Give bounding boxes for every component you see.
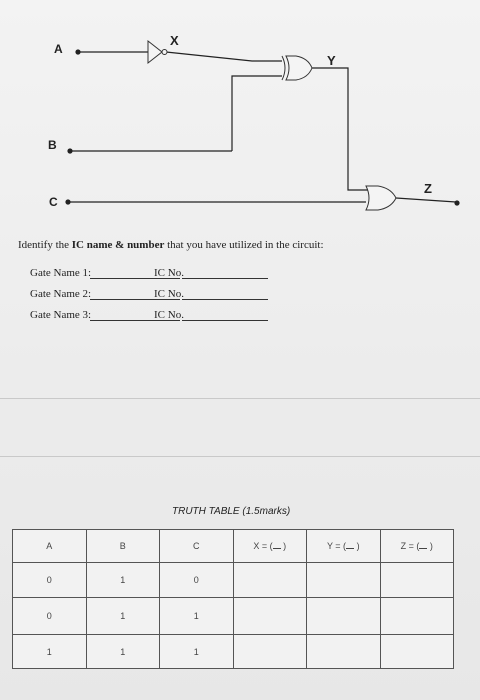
cell-z-answer[interactable]: [380, 635, 454, 669]
not-gate: [148, 41, 167, 63]
header-b: B: [86, 530, 160, 563]
cell-b: 1: [86, 598, 160, 635]
gate-name-label-1: Gate Name 1:: [30, 267, 92, 279]
cell-x-answer[interactable]: [233, 563, 307, 598]
divider-line-top: [0, 398, 480, 399]
header-a: A: [13, 530, 87, 563]
logic-circuit-diagram: [0, 0, 480, 235]
header-y-close: ): [356, 541, 360, 551]
header-z-close: ): [429, 541, 433, 551]
identify-bold: IC name & number: [71, 239, 165, 251]
header-z: [380, 530, 454, 563]
divider-band: [0, 398, 480, 456]
input-label-b: B: [48, 138, 57, 152]
or-gate-2: [366, 186, 396, 210]
header-x-text: X = (: [253, 541, 273, 551]
truth-table-header-row: [13, 530, 454, 563]
cell-a: 0: [13, 563, 87, 598]
cell-c: 1: [160, 598, 234, 635]
ic-no-label-2: IC No.: [154, 288, 184, 300]
output-label-z: Z: [424, 181, 432, 196]
truth-table: [12, 529, 454, 669]
cell-z-answer[interactable]: [380, 598, 454, 635]
cell-c: 1: [160, 635, 234, 669]
table-row: [13, 563, 454, 598]
ic-no-label-3: IC No.: [154, 309, 184, 321]
cell-x-answer[interactable]: [233, 598, 307, 635]
input-label-c: C: [49, 195, 58, 209]
cell-y-answer[interactable]: [307, 598, 381, 635]
cell-x-answer[interactable]: [233, 635, 307, 669]
header-z-text: Z = (: [400, 541, 420, 551]
header-y-blank[interactable]: [346, 548, 354, 549]
cell-z-answer[interactable]: [380, 563, 454, 598]
gate-name-label-3: Gate Name 3:: [30, 309, 92, 321]
cell-b: 1: [86, 635, 160, 669]
identify-prefix: Identify the: [18, 239, 72, 251]
header-x: [233, 530, 307, 563]
cell-a: 0: [13, 598, 87, 635]
header-x-close: ): [283, 541, 287, 551]
gate-name-label-2: Gate Name 2:: [30, 288, 92, 300]
header-y: [307, 530, 381, 563]
identify-suffix: that you have utilized in the circuit:: [164, 239, 324, 251]
cell-c: 0: [160, 563, 234, 598]
ic-no-blank-3[interactable]: [182, 320, 268, 321]
cell-a: 1: [13, 635, 87, 669]
ic-no-blank-2[interactable]: [182, 299, 268, 300]
header-z-blank[interactable]: [419, 548, 427, 549]
output-label-x: X: [170, 33, 179, 48]
table-row: [13, 598, 454, 635]
xor-gate-1: [282, 56, 312, 80]
output-terminal-z: [454, 200, 459, 205]
cell-y-answer[interactable]: [307, 563, 381, 598]
wires: [68, 52, 456, 202]
header-y-text: Y = (: [326, 541, 347, 551]
table-row: [13, 635, 454, 669]
header-c: C: [160, 530, 234, 563]
cell-b: 1: [86, 563, 160, 598]
output-label-y: Y: [327, 53, 336, 68]
ic-no-blank-1[interactable]: [182, 278, 268, 279]
cell-y-answer[interactable]: [307, 635, 381, 669]
truth-table-title: TRUTH TABLE (1.5marks): [172, 506, 291, 517]
identify-instruction: [18, 239, 324, 251]
ic-no-label-1: IC No.: [154, 267, 184, 279]
divider-line-bottom: [0, 456, 480, 457]
input-label-a: A: [54, 42, 63, 56]
header-x-blank[interactable]: [273, 548, 281, 549]
